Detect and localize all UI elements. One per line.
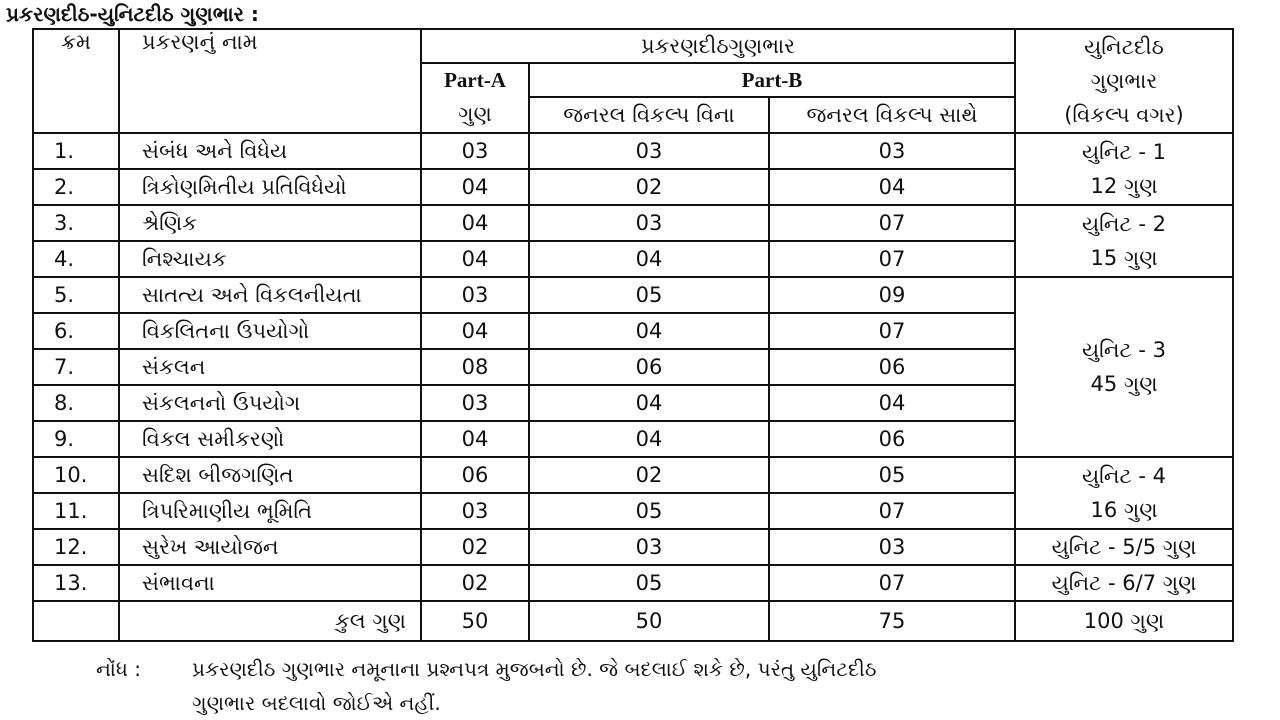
table-row: [33, 277, 1233, 313]
row-sr: 7.: [33, 349, 119, 385]
row-part-a: 03: [421, 277, 529, 313]
unit-cell: [1015, 457, 1233, 529]
row-with-option: 05: [769, 457, 1015, 493]
header-chapter-name: પ્રકરણનું નામ: [119, 29, 421, 133]
unit-label: યુનિટ - 6/7 ગુણ: [1051, 571, 1197, 595]
row-with-option: 06: [769, 421, 1015, 457]
page-heading: પ્રકરણદીઠ-યુનિટદીઠ ગુણભાર :: [6, 2, 259, 26]
row-with-option: 03: [769, 133, 1015, 169]
row-sr: 13.: [33, 565, 119, 601]
row-part-a: 06: [421, 457, 529, 493]
row-part-a: 02: [421, 529, 529, 565]
row-with-option: 09: [769, 277, 1015, 313]
row-without-option: 03: [529, 205, 769, 241]
row-sr: 1.: [33, 133, 119, 169]
header-general-without-option: જનરલ વિકલ્પ વિના: [529, 97, 769, 133]
row-without-option: 06: [529, 349, 769, 385]
row-part-a: 03: [421, 133, 529, 169]
row-chapter-name: સંકલનનો ઉપયોગ: [119, 385, 421, 421]
row-sr: 5.: [33, 277, 119, 313]
row-chapter-name: સંભાવના: [119, 565, 421, 601]
row-part-a: 02: [421, 565, 529, 601]
header-unit-weightage-line2: ગુણભાર: [1090, 69, 1158, 93]
header-chapter-weightage: પ્રકરણદીઠગુણભાર: [421, 29, 1015, 63]
row-chapter-name: સંબંધ અને વિધેય: [119, 133, 421, 169]
unit-cell: [1015, 205, 1233, 277]
row-with-option: 06: [769, 349, 1015, 385]
total-without-option: 50: [529, 601, 769, 641]
row-without-option: 04: [529, 421, 769, 457]
row-with-option: 04: [769, 169, 1015, 205]
row-sr: 4.: [33, 241, 119, 277]
total-with-option: 75: [769, 601, 1015, 641]
unit-marks: 12 ગુણ: [1090, 174, 1158, 198]
row-with-option: 07: [769, 241, 1015, 277]
row-part-a: 04: [421, 421, 529, 457]
unit-cell: [1015, 529, 1233, 565]
row-sr: 11.: [33, 493, 119, 529]
header-general-with-option: જનરલ વિકલ્પ સાથે: [769, 97, 1015, 133]
row-without-option: 02: [529, 169, 769, 205]
total-sr-empty: [33, 601, 119, 641]
header-part-a: Part-A: [421, 63, 529, 97]
row-sr: 10.: [33, 457, 119, 493]
header-unit-weightage: [1015, 29, 1233, 133]
unit-cell: [1015, 277, 1233, 457]
table-row: [33, 529, 1233, 565]
table-row: [33, 565, 1233, 601]
row-chapter-name: શ્રેણિક: [119, 205, 421, 241]
row-part-a: 03: [421, 385, 529, 421]
table-row: [33, 133, 1233, 169]
row-chapter-name: ત્રિપરિમાણીય ભૂમિતિ: [119, 493, 421, 529]
row-part-a: 08: [421, 349, 529, 385]
note-line2: ગુણભાર બદલાવો જોઈએ નહીં.: [192, 691, 441, 715]
note-line1: પ્રકરણદીઠ ગુણભાર નમૂનાના પ્રશ્નપત્ર મુજબનો છે. જે બદલાઈ શકે છે, પરંતુ યુનિટદીઠ: [192, 657, 877, 681]
row-without-option: 04: [529, 313, 769, 349]
unit-marks: 45 ગુણ: [1090, 372, 1158, 396]
row-sr: 12.: [33, 529, 119, 565]
row-without-option: 03: [529, 529, 769, 565]
unit-cell: [1015, 133, 1233, 205]
row-with-option: 03: [769, 529, 1015, 565]
unit-marks: 15 ગુણ: [1090, 246, 1158, 270]
note-prefix: નોંધ :: [96, 657, 141, 681]
row-chapter-name: સાતત્ય અને વિકલનીયતા: [119, 277, 421, 313]
row-without-option: 04: [529, 385, 769, 421]
row-part-a: 03: [421, 493, 529, 529]
table-row: [33, 457, 1233, 493]
row-sr: 3.: [33, 205, 119, 241]
unit-marks: 16 ગુણ: [1090, 498, 1158, 522]
weightage-table: [32, 28, 1234, 642]
row-part-a: 04: [421, 241, 529, 277]
header-part-a-marks: ગુણ: [421, 97, 529, 133]
header-unit-weightage-line3: (વિકલ્પ વગર): [1064, 103, 1184, 127]
footnote: [96, 652, 877, 720]
total-label: કુલ ગુણ: [119, 601, 421, 641]
row-sr: 2.: [33, 169, 119, 205]
row-sr: 8.: [33, 385, 119, 421]
table-row: [33, 205, 1233, 241]
row-chapter-name: ત્રિકોણમિતીય પ્રતિવિધેયો: [119, 169, 421, 205]
unit-label: યુનિટ - 1: [1081, 140, 1167, 164]
row-without-option: 03: [529, 133, 769, 169]
unit-cell: [1015, 565, 1233, 601]
row-without-option: 05: [529, 493, 769, 529]
header-sr: ક્રમ: [33, 29, 119, 133]
row-chapter-name: નિશ્ચાયક: [119, 241, 421, 277]
row-chapter-name: સદિશ બીજગણિત: [119, 457, 421, 493]
row-sr: 6.: [33, 313, 119, 349]
row-chapter-name: વિકલિતના ઉપયોગો: [119, 313, 421, 349]
row-chapter-name: વિકલ સમીકરણો: [119, 421, 421, 457]
row-chapter-name: સુરેખ આયોજન: [119, 529, 421, 565]
row-part-a: 04: [421, 169, 529, 205]
header-part-b: Part-B: [529, 63, 1015, 97]
row-with-option: 07: [769, 313, 1015, 349]
unit-label: યુનિટ - 4: [1081, 464, 1167, 488]
row-with-option: 04: [769, 385, 1015, 421]
unit-label: યુનિટ - 3: [1081, 338, 1167, 362]
header-unit-weightage-line1: યુનિટદીઠ: [1084, 35, 1164, 59]
row-with-option: 07: [769, 565, 1015, 601]
row-with-option: 07: [769, 205, 1015, 241]
total-row: [33, 601, 1233, 641]
row-without-option: 04: [529, 241, 769, 277]
row-chapter-name: સંકલન: [119, 349, 421, 385]
row-without-option: 05: [529, 565, 769, 601]
row-without-option: 05: [529, 277, 769, 313]
unit-label: યુનિટ - 5/5 ગુણ: [1051, 535, 1197, 559]
row-part-a: 04: [421, 205, 529, 241]
total-part-a: 50: [421, 601, 529, 641]
row-without-option: 02: [529, 457, 769, 493]
row-sr: 9.: [33, 421, 119, 457]
unit-label: યુનિટ - 2: [1081, 212, 1167, 236]
total-unit: 100 ગુણ: [1015, 601, 1233, 641]
row-with-option: 07: [769, 493, 1015, 529]
row-part-a: 04: [421, 313, 529, 349]
